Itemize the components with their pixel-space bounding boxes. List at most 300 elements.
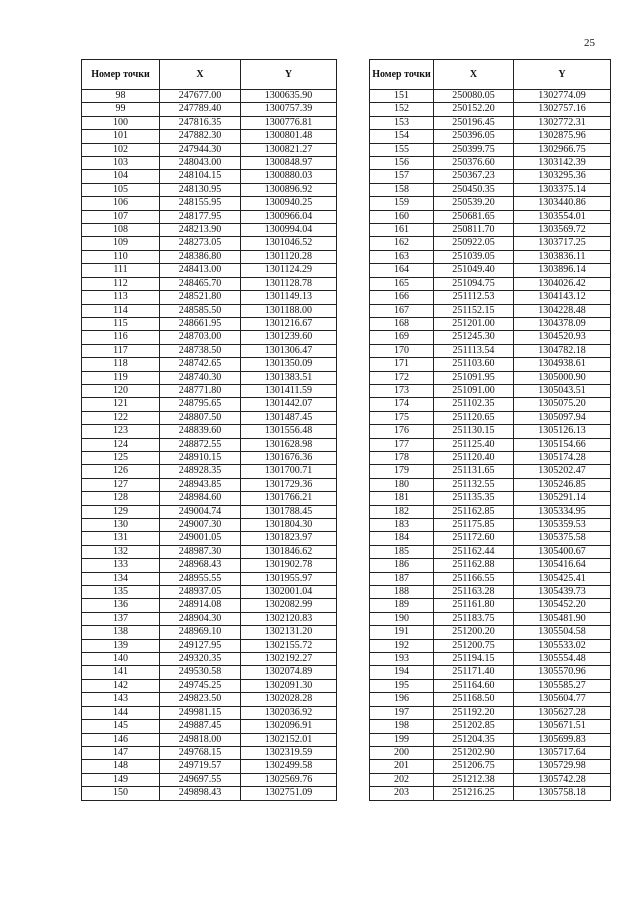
y-cell: 1302192.27 (241, 653, 337, 666)
table-row (370, 505, 611, 518)
x-cell: 248937.05 (160, 586, 241, 599)
table-row (370, 116, 611, 129)
table-row (370, 626, 611, 639)
table-row (82, 760, 337, 773)
y-cell: 1300966.04 (241, 210, 337, 223)
y-cell: 1302772.31 (514, 116, 611, 129)
table-row (82, 90, 337, 103)
y-cell: 1302036.92 (241, 706, 337, 719)
x-cell: 248928.35 (160, 465, 241, 478)
y-cell: 1301124.29 (241, 264, 337, 277)
point-number-cell: 107 (82, 210, 160, 223)
table-row (82, 291, 337, 304)
y-cell: 1305416.64 (514, 559, 611, 572)
x-cell: 251152.15 (434, 304, 514, 317)
point-number-cell: 129 (82, 505, 160, 518)
y-cell: 1302569.76 (241, 773, 337, 786)
header-x: X (160, 60, 241, 90)
point-number-cell: 160 (370, 210, 434, 223)
table-row (82, 317, 337, 330)
x-cell: 248104.15 (160, 170, 241, 183)
y-cell: 1302152.01 (241, 733, 337, 746)
y-cell: 1300896.92 (241, 183, 337, 196)
table-row (370, 103, 611, 116)
table-row (370, 170, 611, 183)
table-row (82, 465, 337, 478)
x-cell: 251039.05 (434, 250, 514, 263)
y-cell: 1305533.02 (514, 639, 611, 652)
y-cell: 1300848.97 (241, 157, 337, 170)
table-row (82, 157, 337, 170)
table-row (82, 384, 337, 397)
y-cell: 1305504.58 (514, 626, 611, 639)
point-number-cell: 135 (82, 586, 160, 599)
y-cell: 1301955.97 (241, 572, 337, 585)
y-cell: 1305439.73 (514, 586, 611, 599)
y-cell: 1301676.36 (241, 451, 337, 464)
table-row (370, 250, 611, 263)
point-number-cell: 200 (370, 746, 434, 759)
point-number-cell: 180 (370, 478, 434, 491)
point-number-cell: 181 (370, 492, 434, 505)
y-cell: 1300801.48 (241, 130, 337, 143)
x-cell: 251162.88 (434, 559, 514, 572)
table-row (82, 773, 337, 786)
table-row (82, 331, 337, 344)
y-cell: 1301128.78 (241, 277, 337, 290)
point-number-cell: 154 (370, 130, 434, 143)
y-cell: 1302082.99 (241, 599, 337, 612)
y-cell: 1301556.48 (241, 425, 337, 438)
x-cell: 251168.50 (434, 693, 514, 706)
x-cell: 248413.00 (160, 264, 241, 277)
x-cell: 248273.05 (160, 237, 241, 250)
table-row (82, 143, 337, 156)
table-row (370, 679, 611, 692)
header-y: Y (514, 60, 611, 90)
table-row (82, 210, 337, 223)
y-cell: 1303142.39 (514, 157, 611, 170)
point-number-cell: 149 (82, 773, 160, 786)
y-cell: 1300940.25 (241, 197, 337, 210)
table-row (370, 787, 611, 800)
table-row (370, 384, 611, 397)
x-cell: 250080.05 (434, 90, 514, 103)
x-cell: 248955.55 (160, 572, 241, 585)
y-cell: 1302091.30 (241, 679, 337, 692)
y-cell: 1301729.36 (241, 478, 337, 491)
x-cell: 251103.60 (434, 358, 514, 371)
point-number-cell: 176 (370, 425, 434, 438)
y-cell: 1304378.09 (514, 317, 611, 330)
y-cell: 1305717.64 (514, 746, 611, 759)
point-number-cell: 98 (82, 90, 160, 103)
point-number-cell: 105 (82, 183, 160, 196)
y-cell: 1301902.78 (241, 559, 337, 572)
x-cell: 251206.75 (434, 760, 514, 773)
x-cell: 250152.20 (434, 103, 514, 116)
point-number-cell: 99 (82, 103, 160, 116)
table-row (82, 170, 337, 183)
point-number-cell: 151 (370, 90, 434, 103)
table-row (82, 425, 337, 438)
table-row (370, 451, 611, 464)
table-row (82, 264, 337, 277)
y-cell: 1304228.48 (514, 304, 611, 317)
table-header-row (82, 60, 337, 90)
x-cell: 247816.35 (160, 116, 241, 129)
point-number-cell: 201 (370, 760, 434, 773)
header-x: X (434, 60, 514, 90)
y-cell: 1304782.18 (514, 344, 611, 357)
table-row (370, 264, 611, 277)
y-cell: 1301149.13 (241, 291, 337, 304)
table-row (370, 411, 611, 424)
point-number-cell: 142 (82, 679, 160, 692)
table-row (82, 224, 337, 237)
x-cell: 247789.40 (160, 103, 241, 116)
point-number-cell: 172 (370, 371, 434, 384)
point-number-cell: 155 (370, 143, 434, 156)
table-row (370, 291, 611, 304)
table-row (370, 371, 611, 384)
x-cell: 251162.85 (434, 505, 514, 518)
point-number-cell: 128 (82, 492, 160, 505)
point-number-cell: 137 (82, 612, 160, 625)
point-number-cell: 202 (370, 773, 434, 786)
point-number-cell: 156 (370, 157, 434, 170)
x-cell: 251102.35 (434, 398, 514, 411)
point-number-cell: 171 (370, 358, 434, 371)
table-row (82, 720, 337, 733)
y-cell: 1305202.47 (514, 465, 611, 478)
point-number-cell: 161 (370, 224, 434, 237)
x-cell: 251216.25 (434, 787, 514, 800)
point-number-cell: 158 (370, 183, 434, 196)
x-cell: 251171.40 (434, 666, 514, 679)
table-row (370, 733, 611, 746)
point-number-cell: 120 (82, 384, 160, 397)
y-cell: 1301442.07 (241, 398, 337, 411)
table-row (82, 398, 337, 411)
point-number-cell: 173 (370, 384, 434, 397)
y-cell: 1300757.39 (241, 103, 337, 116)
point-number-cell: 179 (370, 465, 434, 478)
point-number-cell: 113 (82, 291, 160, 304)
y-cell: 1302774.09 (514, 90, 611, 103)
point-number-cell: 164 (370, 264, 434, 277)
table-row (370, 90, 611, 103)
x-cell: 251163.28 (434, 586, 514, 599)
point-number-cell: 144 (82, 706, 160, 719)
point-number-cell: 108 (82, 224, 160, 237)
y-cell: 1303440.86 (514, 197, 611, 210)
x-cell: 251201.00 (434, 317, 514, 330)
point-number-cell: 165 (370, 277, 434, 290)
table-row (370, 331, 611, 344)
table-row (370, 224, 611, 237)
y-cell: 1301766.21 (241, 492, 337, 505)
table-row (82, 572, 337, 585)
x-cell: 251202.85 (434, 720, 514, 733)
point-number-cell: 186 (370, 559, 434, 572)
x-cell: 247882.30 (160, 130, 241, 143)
point-number-cell: 104 (82, 170, 160, 183)
y-cell: 1305126.13 (514, 425, 611, 438)
point-number-cell: 174 (370, 398, 434, 411)
table-row (370, 773, 611, 786)
point-number-cell: 184 (370, 532, 434, 545)
x-cell: 247944.30 (160, 143, 241, 156)
point-number-cell: 198 (370, 720, 434, 733)
point-number-cell: 150 (82, 787, 160, 800)
x-cell: 248984.60 (160, 492, 241, 505)
point-number-cell: 146 (82, 733, 160, 746)
x-cell: 248661.95 (160, 317, 241, 330)
point-number-cell: 185 (370, 545, 434, 558)
x-cell: 249007.30 (160, 519, 241, 532)
x-cell: 250367.23 (434, 170, 514, 183)
point-number-cell: 175 (370, 411, 434, 424)
y-cell: 1302074.89 (241, 666, 337, 679)
point-number-cell: 138 (82, 626, 160, 639)
point-number-cell: 152 (370, 103, 434, 116)
x-cell: 248914.08 (160, 599, 241, 612)
x-cell: 250376.60 (434, 157, 514, 170)
table-row (370, 143, 611, 156)
y-cell: 1305452.20 (514, 599, 611, 612)
point-number-cell: 182 (370, 505, 434, 518)
y-cell: 1305000.90 (514, 371, 611, 384)
y-cell: 1304938.61 (514, 358, 611, 371)
point-number-cell: 190 (370, 612, 434, 625)
x-cell: 247677.00 (160, 90, 241, 103)
x-cell: 251162.44 (434, 545, 514, 558)
table-row (370, 519, 611, 532)
table-row (82, 411, 337, 424)
table-row (82, 344, 337, 357)
x-cell: 251245.30 (434, 331, 514, 344)
table-row (82, 237, 337, 250)
x-cell: 248968.43 (160, 559, 241, 572)
x-cell: 248155.95 (160, 197, 241, 210)
x-cell: 248872.55 (160, 438, 241, 451)
table-row (370, 532, 611, 545)
x-cell: 251135.35 (434, 492, 514, 505)
point-number-cell: 178 (370, 451, 434, 464)
x-cell: 251166.55 (434, 572, 514, 585)
table-row (82, 586, 337, 599)
x-cell: 248742.65 (160, 358, 241, 371)
table-row (82, 358, 337, 371)
header-point: Номер точки (370, 60, 434, 90)
x-cell: 249818.00 (160, 733, 241, 746)
y-cell: 1303569.72 (514, 224, 611, 237)
x-cell: 249823.50 (160, 693, 241, 706)
table-row (370, 344, 611, 357)
y-cell: 1305481.90 (514, 612, 611, 625)
table-row (370, 746, 611, 759)
table-row (370, 599, 611, 612)
table-row (82, 666, 337, 679)
page-number: 25 (584, 37, 595, 49)
table-row (370, 358, 611, 371)
coordinates-table-left (81, 59, 337, 801)
table-row (370, 130, 611, 143)
table-row (82, 787, 337, 800)
table-row (370, 398, 611, 411)
y-cell: 1305043.51 (514, 384, 611, 397)
point-number-cell: 102 (82, 143, 160, 156)
table-row (82, 519, 337, 532)
x-cell: 249004.74 (160, 505, 241, 518)
y-cell: 1301804.30 (241, 519, 337, 532)
y-cell: 1305359.53 (514, 519, 611, 532)
y-cell: 1305246.85 (514, 478, 611, 491)
x-cell: 250811.70 (434, 224, 514, 237)
y-cell: 1300821.27 (241, 143, 337, 156)
x-cell: 248839.60 (160, 425, 241, 438)
x-cell: 249001.05 (160, 532, 241, 545)
y-cell: 1301846.62 (241, 545, 337, 558)
point-number-cell: 195 (370, 679, 434, 692)
y-cell: 1302319.59 (241, 746, 337, 759)
point-number-cell: 197 (370, 706, 434, 719)
x-cell: 251212.38 (434, 773, 514, 786)
point-number-cell: 145 (82, 720, 160, 733)
table-row (82, 478, 337, 491)
point-number-cell: 194 (370, 666, 434, 679)
x-cell: 251113.54 (434, 344, 514, 357)
x-cell: 251091.00 (434, 384, 514, 397)
x-cell: 248521.80 (160, 291, 241, 304)
table-row (82, 559, 337, 572)
x-cell: 248043.00 (160, 157, 241, 170)
table-row (82, 438, 337, 451)
table-row (370, 559, 611, 572)
x-cell: 251130.15 (434, 425, 514, 438)
x-cell: 248703.00 (160, 331, 241, 344)
table-header-row (370, 60, 611, 90)
x-cell: 250681.65 (434, 210, 514, 223)
point-number-cell: 130 (82, 519, 160, 532)
table-row (370, 693, 611, 706)
point-number-cell: 118 (82, 358, 160, 371)
table-row (82, 130, 337, 143)
table-row (370, 237, 611, 250)
table-row (82, 116, 337, 129)
x-cell: 249981.15 (160, 706, 241, 719)
x-cell: 248904.30 (160, 612, 241, 625)
point-number-cell: 188 (370, 586, 434, 599)
y-cell: 1305400.67 (514, 545, 611, 558)
y-cell: 1305291.14 (514, 492, 611, 505)
point-number-cell: 189 (370, 599, 434, 612)
y-cell: 1301120.28 (241, 250, 337, 263)
point-number-cell: 132 (82, 545, 160, 558)
y-cell: 1301046.52 (241, 237, 337, 250)
table-row (82, 451, 337, 464)
x-cell: 250196.45 (434, 116, 514, 129)
y-cell: 1300635.90 (241, 90, 337, 103)
x-cell: 249898.43 (160, 787, 241, 800)
y-cell: 1301487.45 (241, 411, 337, 424)
y-cell: 1303554.01 (514, 210, 611, 223)
y-cell: 1305671.51 (514, 720, 611, 733)
x-cell: 250396.05 (434, 130, 514, 143)
x-cell: 251192.20 (434, 706, 514, 719)
table-row (82, 304, 337, 317)
x-cell: 248738.50 (160, 344, 241, 357)
x-cell: 249127.95 (160, 639, 241, 652)
y-cell: 1300776.81 (241, 116, 337, 129)
point-number-cell: 131 (82, 532, 160, 545)
y-cell: 1301350.09 (241, 358, 337, 371)
x-cell: 251202.90 (434, 746, 514, 759)
table-row (370, 210, 611, 223)
point-number-cell: 166 (370, 291, 434, 304)
point-number-cell: 199 (370, 733, 434, 746)
y-cell: 1302155.72 (241, 639, 337, 652)
x-cell: 251125.40 (434, 438, 514, 451)
x-cell: 251164.60 (434, 679, 514, 692)
y-cell: 1301628.98 (241, 438, 337, 451)
point-number-cell: 177 (370, 438, 434, 451)
y-cell: 1302966.75 (514, 143, 611, 156)
y-cell: 1305604.77 (514, 693, 611, 706)
x-cell: 248130.95 (160, 183, 241, 196)
y-cell: 1305097.94 (514, 411, 611, 424)
table-row (82, 492, 337, 505)
table-row (370, 183, 611, 196)
point-number-cell: 103 (82, 157, 160, 170)
point-number-cell: 109 (82, 237, 160, 250)
table-row (82, 626, 337, 639)
table-body-left (82, 90, 337, 801)
x-cell: 248740.30 (160, 371, 241, 384)
table-row (82, 103, 337, 116)
x-cell: 248386.80 (160, 250, 241, 263)
point-number-cell: 193 (370, 653, 434, 666)
y-cell: 1301188.00 (241, 304, 337, 317)
y-cell: 1301823.97 (241, 532, 337, 545)
point-number-cell: 168 (370, 317, 434, 330)
x-cell: 251120.65 (434, 411, 514, 424)
table-row (82, 545, 337, 558)
table-row (82, 197, 337, 210)
x-cell: 251112.53 (434, 291, 514, 304)
y-cell: 1305570.96 (514, 666, 611, 679)
point-number-cell: 139 (82, 639, 160, 652)
table-row (82, 746, 337, 759)
table-row (370, 277, 611, 290)
y-cell: 1300994.04 (241, 224, 337, 237)
x-cell: 251172.60 (434, 532, 514, 545)
x-cell: 249530.58 (160, 666, 241, 679)
y-cell: 1304143.12 (514, 291, 611, 304)
y-cell: 1301411.59 (241, 384, 337, 397)
x-cell: 251204.35 (434, 733, 514, 746)
y-cell: 1302751.09 (241, 787, 337, 800)
table-row (82, 277, 337, 290)
x-cell: 248969.10 (160, 626, 241, 639)
table-row (82, 505, 337, 518)
table-row (82, 653, 337, 666)
x-cell: 251200.20 (434, 626, 514, 639)
point-number-cell: 115 (82, 317, 160, 330)
x-cell: 251194.15 (434, 653, 514, 666)
y-cell: 1303836.11 (514, 250, 611, 263)
